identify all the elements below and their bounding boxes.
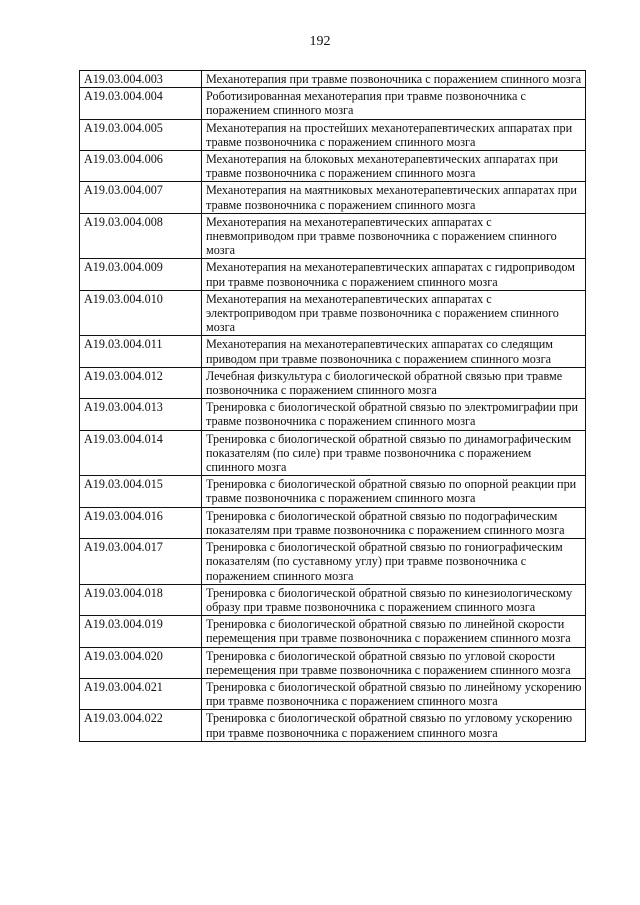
service-name: Механотерапия на простейших механотерапевтических аппаратах при травме позвоночника с поражением спинного мозга [202, 119, 586, 150]
service-name: Механотерапия при травме позвоночника с поражением спинного мозга [202, 71, 586, 88]
table-row [80, 151, 586, 182]
table-row [80, 88, 586, 119]
service-name: Механотерапия на механотерапевтических аппаратах с пневмоприводом при травме позвоночника с поражением спинного мозга [202, 213, 586, 259]
table-row [80, 584, 586, 615]
service-name: Тренировка с биологической обратной связью по динамографическим показателям (по силе) при травме позвоночника с поражением спинного мозга [202, 430, 586, 476]
service-code: A19.03.004.022 [80, 710, 202, 741]
service-code: A19.03.004.007 [80, 182, 202, 213]
service-code: A19.03.004.010 [80, 290, 202, 336]
service-code: A19.03.004.005 [80, 119, 202, 150]
table-row [80, 710, 586, 741]
service-name: Тренировка с биологической обратной связью по гониографическим показателям (по суставному углу) при травме позвоночника с поражением спинного мозга [202, 539, 586, 585]
table-row [80, 71, 586, 88]
service-name: Механотерапия на маятниковых механотерапевтических аппаратах при травме позвоночника с поражением спинного мозга [202, 182, 586, 213]
table-row [80, 507, 586, 538]
table-row [80, 678, 586, 709]
page-number: 192 [309, 34, 331, 49]
service-name: Тренировка с биологической обратной связью по подографическим показателям при травме позвоночника с поражением спинного мозга [202, 507, 586, 538]
table-row [80, 336, 586, 367]
service-code: A19.03.004.011 [80, 336, 202, 367]
table-row [80, 213, 586, 259]
services-table [79, 70, 586, 742]
table-row [80, 647, 586, 678]
service-name: Механотерапия на механотерапевтических аппаратах с гидроприводом при травме позвоночника с поражением спинного мозга [202, 259, 586, 290]
table-row [80, 259, 586, 290]
service-code: A19.03.004.020 [80, 647, 202, 678]
service-code: A19.03.004.019 [80, 616, 202, 647]
service-code: A19.03.004.003 [80, 71, 202, 88]
service-code: A19.03.004.012 [80, 367, 202, 398]
table-row [80, 616, 586, 647]
table-row [80, 539, 586, 585]
service-code: A19.03.004.018 [80, 584, 202, 615]
service-code: A19.03.004.004 [80, 88, 202, 119]
service-name: Механотерапия на блоковых механотерапевтических аппаратах при травме позвоночника с поражением спинного мозга [202, 151, 586, 182]
table-row [80, 119, 586, 150]
service-name: Лечебная физкультура с биологической обратной связью при травме позвоночника с поражением спинного мозга [202, 367, 586, 398]
service-name: Тренировка с биологической обратной связью по угловой скорости перемещения при травме позвоночника с поражением спинного мозга [202, 647, 586, 678]
table-row [80, 367, 586, 398]
table-row [80, 290, 586, 336]
service-name: Тренировка с биологической обратной связью по опорной реакции при травме позвоночника с поражением спинного мозга [202, 476, 586, 507]
service-code: A19.03.004.016 [80, 507, 202, 538]
service-code: A19.03.004.013 [80, 399, 202, 430]
service-code: A19.03.004.006 [80, 151, 202, 182]
service-name: Роботизированная механотерапия при травме позвоночника с поражением спинного мозга [202, 88, 586, 119]
table-row [80, 430, 586, 476]
table-row [80, 399, 586, 430]
service-code: A19.03.004.015 [80, 476, 202, 507]
service-code: A19.03.004.008 [80, 213, 202, 259]
service-code: A19.03.004.009 [80, 259, 202, 290]
service-code: A19.03.004.017 [80, 539, 202, 585]
service-name: Механотерапия на механотерапевтических аппаратах с электроприводом при травме позвоночника с поражением спинного мозга [202, 290, 586, 336]
service-code: A19.03.004.021 [80, 678, 202, 709]
table-row [80, 476, 586, 507]
service-name: Тренировка с биологической обратной связью по электромиграфии при травме позвоночника с поражением спинного мозга [202, 399, 586, 430]
service-name: Тренировка с биологической обратной связью по угловому ускорению при травме позвоночника с поражением спинного мозга [202, 710, 586, 741]
service-name: Тренировка с биологической обратной связью по кинезиологическому образу при травме позвоночника с поражением спинного мозга [202, 584, 586, 615]
service-code: A19.03.004.014 [80, 430, 202, 476]
service-name: Механотерапия на механотерапевтических аппаратах со следящим приводом при травме позвоночника с поражением спинного мозга [202, 336, 586, 367]
service-name: Тренировка с биологической обратной связью по линейному ускорению при травме позвоночника с поражением спинного мозга [202, 678, 586, 709]
table-row [80, 182, 586, 213]
services-table-body [80, 71, 586, 742]
service-name: Тренировка с биологической обратной связью по линейной скорости перемещения при травме позвоночника с поражением спинного мозга [202, 616, 586, 647]
